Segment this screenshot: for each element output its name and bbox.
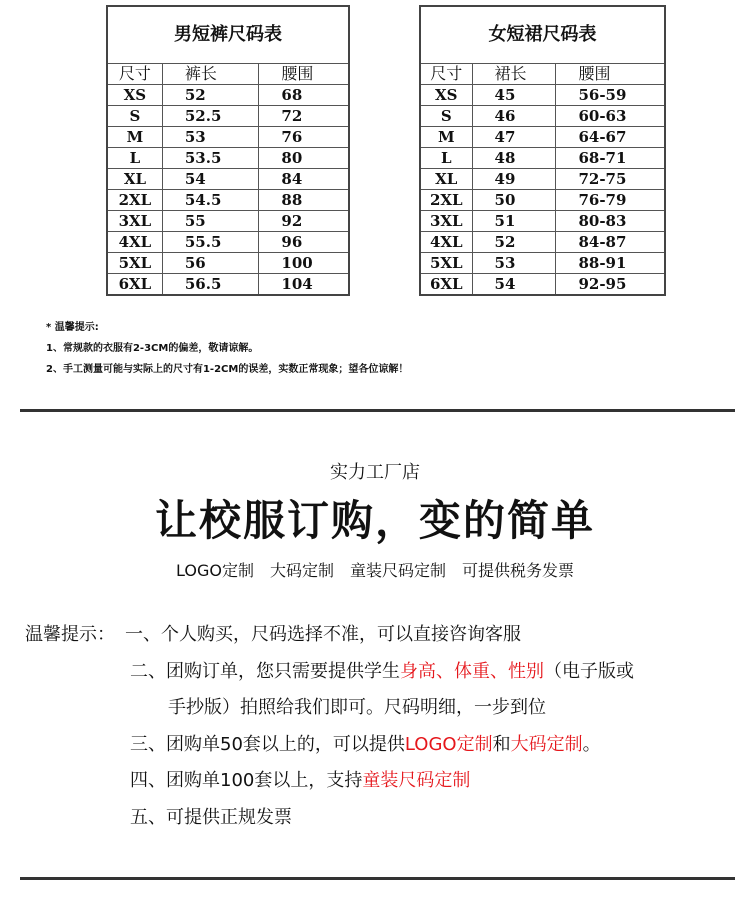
length-cell: 56.5 xyxy=(162,274,259,296)
table-row xyxy=(420,211,665,232)
waist-cell: 84 xyxy=(259,169,349,190)
length-cell: 48 xyxy=(472,148,556,169)
length-cell: 46 xyxy=(472,106,556,127)
waist-cell: 100 xyxy=(259,253,349,274)
note-text: 。 xyxy=(582,734,601,755)
table-row xyxy=(107,190,349,211)
size-cell: S xyxy=(420,106,472,127)
table-row xyxy=(107,169,349,190)
table-row xyxy=(107,253,349,274)
notes-label: 温馨提示： xyxy=(25,624,115,645)
length-cell: 53.5 xyxy=(162,148,259,169)
waist-cell: 72-75 xyxy=(556,169,665,190)
length-cell: 50 xyxy=(472,190,556,211)
size-cell: 3XL xyxy=(107,211,162,232)
note-2 xyxy=(130,657,634,683)
waist-cell: 88-91 xyxy=(556,253,665,274)
table-row xyxy=(107,127,349,148)
size-cell: 4XL xyxy=(107,232,162,253)
waist-cell: 64-67 xyxy=(556,127,665,148)
size-cell: 2XL xyxy=(420,190,472,211)
size-cell: XL xyxy=(420,169,472,190)
size-cell: 4XL xyxy=(420,232,472,253)
waist-cell: 84-87 xyxy=(556,232,665,253)
waist-cell: 92-95 xyxy=(556,274,665,296)
note-5: 五、可提供正规发票 xyxy=(130,807,292,828)
length-cell: 54 xyxy=(472,274,556,296)
waist-cell: 80 xyxy=(259,148,349,169)
note-2-cont: 手抄版）拍照给我们即可。尺码明细，一步到位 xyxy=(168,697,546,718)
table-row xyxy=(107,85,349,106)
length-cell: 56 xyxy=(162,253,259,274)
length-cell: 52.5 xyxy=(162,106,259,127)
waist-cell: 56-59 xyxy=(556,85,665,106)
table-row xyxy=(107,106,349,127)
table-row xyxy=(420,85,665,106)
waist-cell: 88 xyxy=(259,190,349,211)
note-text: （电子版或 xyxy=(544,661,634,682)
length-cell: 53 xyxy=(472,253,556,274)
length-cell: 53 xyxy=(162,127,259,148)
size-cell: L xyxy=(107,148,162,169)
note-3 xyxy=(130,730,601,756)
length-cell: 55 xyxy=(162,211,259,232)
table-row xyxy=(420,127,665,148)
header-length: 裙长 xyxy=(472,64,556,85)
size-cell: XL xyxy=(107,169,162,190)
table-row xyxy=(420,232,665,253)
waist-cell: 68 xyxy=(259,85,349,106)
table-row xyxy=(107,232,349,253)
size-cell: S xyxy=(107,106,162,127)
length-cell: 47 xyxy=(472,127,556,148)
waist-cell: 76-79 xyxy=(556,190,665,211)
note-highlight: 身高、体重、性别 xyxy=(400,661,544,682)
store-name: 实力工厂店 xyxy=(330,462,420,483)
size-cell: 3XL xyxy=(420,211,472,232)
waist-cell: 68-71 xyxy=(556,148,665,169)
table-row xyxy=(107,148,349,169)
waist-cell: 80-83 xyxy=(556,211,665,232)
table-row xyxy=(107,211,349,232)
note-text: 和 xyxy=(492,734,511,755)
waist-cell: 76 xyxy=(259,127,349,148)
features: LOGO定制 大码定制 童装尺码定制 可提供税务发票 xyxy=(176,561,574,580)
note-text: 二、团购订单，您只需要提供学生 xyxy=(130,661,400,682)
waist-cell: 104 xyxy=(259,274,349,296)
size-cell: XS xyxy=(420,85,472,106)
size-cell: M xyxy=(420,127,472,148)
header-size: 尺寸 xyxy=(420,64,472,85)
table-title: 男短裤尺码表 xyxy=(107,6,349,64)
table-row xyxy=(420,148,665,169)
header-size: 尺寸 xyxy=(107,64,162,85)
size-cell: L xyxy=(420,148,472,169)
tip-1: 1、常规款的衣服有2-3CM的偏差，敬请谅解。 xyxy=(46,343,259,354)
waist-cell: 72 xyxy=(259,106,349,127)
length-cell: 52 xyxy=(472,232,556,253)
divider xyxy=(20,409,735,412)
note-1: 一、个人购买，尺码选择不准，可以直接咨询客服 xyxy=(125,624,521,645)
women-skirt-size-table xyxy=(419,5,666,296)
table-row xyxy=(420,274,665,296)
size-cell: 6XL xyxy=(107,274,162,296)
waist-cell: 92 xyxy=(259,211,349,232)
size-cell: 2XL xyxy=(107,190,162,211)
length-cell: 54.5 xyxy=(162,190,259,211)
divider xyxy=(20,877,735,880)
size-cell: XS xyxy=(107,85,162,106)
length-cell: 45 xyxy=(472,85,556,106)
size-cell: 5XL xyxy=(420,253,472,274)
table-row xyxy=(420,190,665,211)
waist-cell: 96 xyxy=(259,232,349,253)
tips-heading: * 温馨提示: xyxy=(46,322,99,333)
size-cell: M xyxy=(107,127,162,148)
table-title: 女短裙尺码表 xyxy=(420,6,665,64)
length-cell: 51 xyxy=(472,211,556,232)
length-cell: 49 xyxy=(472,169,556,190)
length-cell: 52 xyxy=(162,85,259,106)
note-highlight: 童装尺码定制 xyxy=(362,770,471,791)
note-highlight: 大码定制 xyxy=(510,734,583,755)
size-cell: 5XL xyxy=(107,253,162,274)
table-row xyxy=(107,274,349,296)
table-row xyxy=(420,253,665,274)
note-4 xyxy=(130,766,470,792)
note-highlight: LOGO定制 xyxy=(404,734,493,755)
size-cell: 6XL xyxy=(420,274,472,296)
note-text: 四、团购单100套以上，支持 xyxy=(130,770,363,791)
headline: 让校服订购，变的简单 xyxy=(154,496,595,545)
header-length: 裤长 xyxy=(162,64,259,85)
note-text: 三、团购单50套以上的，可以提供 xyxy=(130,734,405,755)
table-row xyxy=(420,169,665,190)
length-cell: 55.5 xyxy=(162,232,259,253)
header-waist: 腰围 xyxy=(259,64,349,85)
tip-2: 2、手工测量可能与实际上的尺寸有1-2CM的误差，实数正常现象；望各位谅解！ xyxy=(46,364,409,375)
waist-cell: 60-63 xyxy=(556,106,665,127)
table-row xyxy=(420,106,665,127)
header-waist: 腰围 xyxy=(556,64,665,85)
men-shorts-size-table xyxy=(106,5,350,296)
length-cell: 54 xyxy=(162,169,259,190)
